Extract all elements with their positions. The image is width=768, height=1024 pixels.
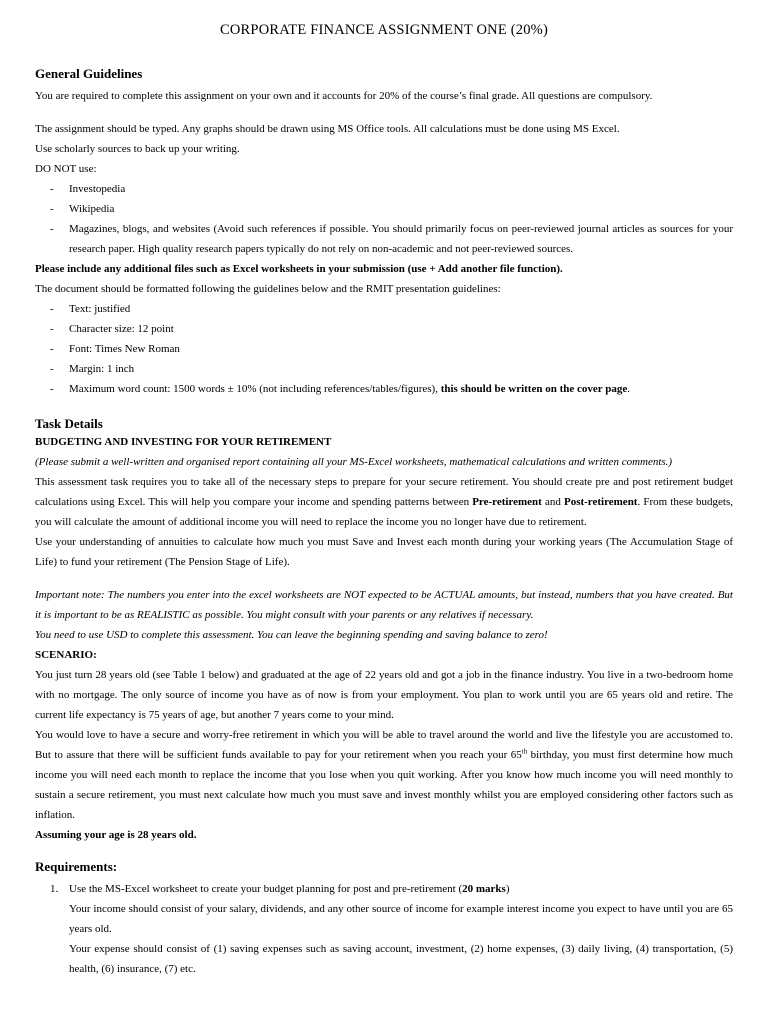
post-retirement-term: Post-retirement	[563, 496, 638, 508]
list-number: 1.	[50, 883, 59, 895]
scenario-paragraph-2	[35, 725, 733, 825]
requirements-heading: Requirements:	[35, 859, 118, 874]
important-note: Important note: The numbers you enter into the excel worksheets are NOT expected to be ACTUAL amounts, but instead, numbers that you have created. But it is important to be as REALISTIC as possible. You might consult with your parents or any relatives if necessary.	[35, 589, 733, 621]
list-item	[35, 379, 733, 399]
marks-label: 20 marks	[462, 883, 506, 895]
superscript: th	[521, 747, 528, 756]
task-paragraph-1	[35, 472, 733, 532]
list-item: - Margin: 1 inch	[35, 359, 733, 379]
document-body	[35, 66, 733, 979]
list-item: - Wikipedia	[35, 199, 733, 219]
list-item: - Text: justified	[35, 299, 733, 319]
typed-requirement: The assignment should be typed. Any graphs should be drawn using MS Office tools. All calculations must be done using MS Excel.	[35, 123, 620, 135]
include-files-note: Please include any additional files such as Excel worksheets in your submission (use + Add another file function).	[35, 263, 563, 275]
list-item: - Character size: 12 point	[35, 319, 733, 339]
do-not-use-label: DO NOT use:	[35, 163, 97, 175]
list-item: - Font: Times New Roman	[35, 339, 733, 359]
scenario-text: birthday, you must first determine how much income you will need each month to replace the income that you lose when you quit working. After you know how much income you will need monthly to sustain a secure retirement, you must next calculate how much you must save and invest monthly whilst you are employed considering other factors such as inflation.	[35, 749, 733, 821]
task-text: This assessment task requires you to take all of the necessary steps to prepare for your secure retirement. You should create pre and post retirement budget calculations using Excel. This will help you compare your income and spending patterns between	[35, 476, 733, 508]
scenario-text: You would love to have a secure and worry-free retirement in which you will be able to travel around the world and live the lifestyle you are accustomed to. But to assure that there will be sufficient funds available to pay for your retirement when you reach your 65	[35, 729, 733, 761]
income-requirement: Your income should consist of your salary, dividends, and any other source of income for example interest income you expect to have until you are 65 years old.	[69, 903, 733, 935]
guidelines-heading: General Guidelines	[35, 66, 143, 81]
expense-requirement: Your expense should consist of (1) saving expenses such as saving account, investment, (2) home expenses, (3) daily living, (4) transportation, (5) health, (6) insurance, (7) etc.	[69, 943, 733, 975]
task-text: . From these budgets, you will calculate the amount of additional income you will need to replace the income you no longer have due to retirement.	[35, 496, 733, 528]
requirements-list	[35, 879, 733, 979]
scholarly-sources: Use scholarly sources to back up your writing.	[35, 143, 240, 155]
word-count-text: Maximum word count: 1500 words ± 10% (not including references/tables/figures),	[69, 383, 441, 395]
page-title: CORPORATE FINANCE ASSIGNMENT ONE (20%)	[220, 22, 548, 38]
task-paragraph-2: Use your understanding of annuities to calculate how much you must Save and Invest each month during your working years (The Accumulation Stage of Life) to fund your retirement (The Pension Stage of Life).	[35, 536, 733, 568]
task-subheading: BUDGETING AND INVESTING FOR YOUR RETIREMENT	[35, 436, 332, 448]
task-heading: Task Details	[35, 416, 103, 431]
pre-retirement-term: Pre-retirement	[472, 496, 542, 508]
usd-note: You need to use USD to complete this assessment. You can leave the beginning spending and saving balance to zero!	[35, 629, 548, 641]
format-list	[35, 299, 733, 399]
age-assumption: Assuming your age is 28 years old.	[35, 829, 197, 841]
requirement-text: Use the MS-Excel worksheet to create your budget planning for post and pre-retirement (	[69, 883, 463, 895]
list-item: - Investopedia	[35, 179, 733, 199]
guidelines-intro: You are required to complete this assignment on your own and it accounts for 20% of the course’s final grade. All questions are compulsory.	[35, 90, 653, 102]
word-count-end: .	[627, 383, 630, 395]
task-text: and	[541, 496, 564, 508]
list-item	[35, 879, 733, 979]
avoid-list	[35, 179, 733, 259]
scenario-paragraph-1: You just turn 28 years old (see Table 1 below) and graduated at the age of 22 years old and got a job in the finance industry. You live in a two-bedroom home with no mortgage. The only source of income you have as of now is from your employment. You plan to work until you are 65 years old and retire. The current life expectancy is 75 years of age, but another 7 years come to your mind.	[35, 669, 733, 721]
word-count-emphasis: this should be written on the cover page	[440, 383, 628, 395]
scenario-heading: SCENARIO:	[35, 649, 97, 661]
requirement-text: )	[505, 883, 510, 895]
task-note: (Please submit a well-written and organised report containing all your MS-Excel worksheets, mathematical calculations and written comments.)	[35, 456, 673, 468]
format-intro: The document should be formatted following the guidelines below and the RMIT presentation guidelines:	[35, 283, 501, 295]
list-item: - Magazines, blogs, and websites (Avoid such references if possible. You should primarily focus on peer-reviewed journal articles as sources for your research paper. High quality research papers typically do not rely on non-academic and not peer-reviewed sources.	[35, 219, 733, 259]
